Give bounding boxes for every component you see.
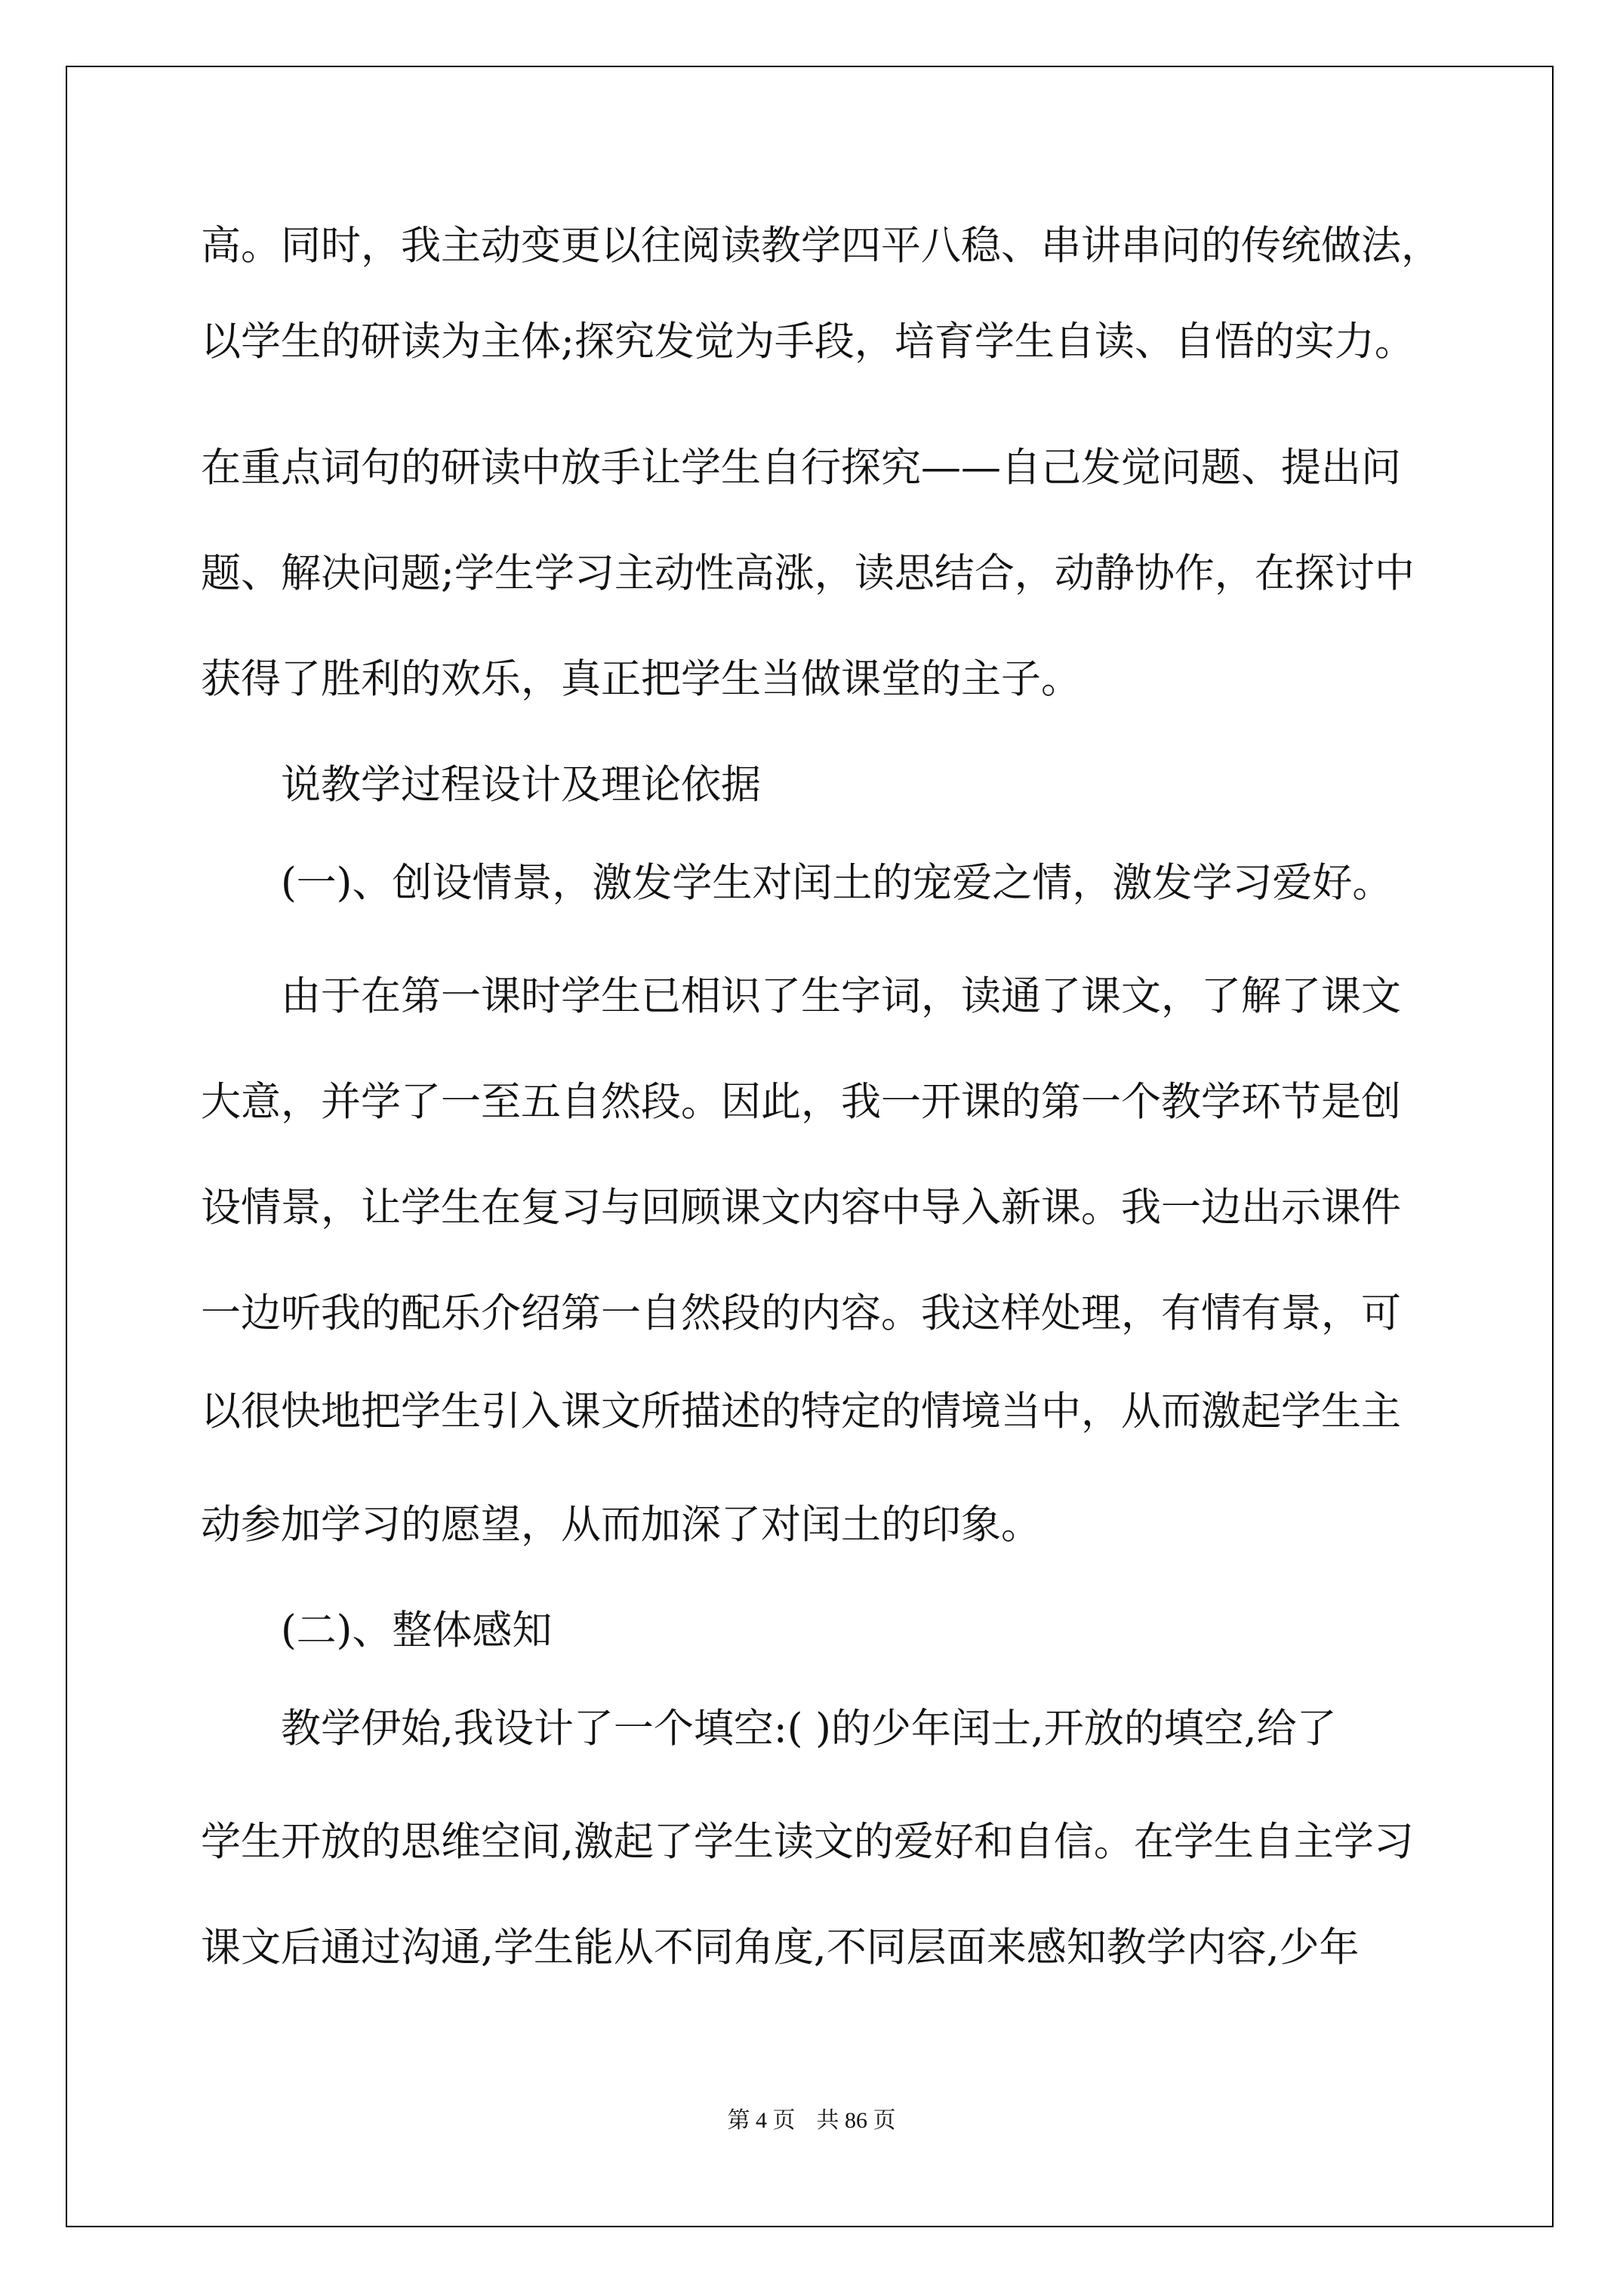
subsection-heading: (二)、整体感知 (281, 1607, 553, 1653)
body-line: 大意，并学了一至五自然段。因此，我一开课的第一个教学环节是创 (201, 1079, 1401, 1125)
body-line: 以学生的研读为主体;探究发觉为手段，培育学生自读、自悟的实力。 (201, 319, 1415, 365)
body-line: 学生开放的思维空间,激起了学生读文的爱好和自信。在学生自主学习 (201, 1819, 1414, 1865)
body-line: 获得了胜利的欢乐，真正把学生当做课堂的主子。 (201, 656, 1081, 702)
page-total: 共 86 页 (816, 2108, 896, 2133)
body-line: 高。同时，我主动变更以往阅读教学四平八稳、串讲串问的传统做法， (201, 223, 1441, 269)
body-line: 一边听我的配乐介绍第一自然段的内容。我这样处理，有情有景，可 (201, 1290, 1401, 1336)
body-line: 题、解决问题;学生学习主动性高涨，读思结合，动静协作，在探讨中 (201, 550, 1415, 596)
subsection-heading: (一)、创设情景，激发学生对闰土的宠爱之情，激发学习爱好。 (281, 860, 1393, 906)
body-line: 设情景，让学生在复习与回顾课文内容中导入新课。我一边出示课件 (201, 1185, 1401, 1231)
body-line: 在重点词句的研读中放手让学生自行探究——自己发觉问题、提出问 (201, 445, 1401, 491)
body-line: 由于在第一课时学生已相识了生字词，读通了课文，了解了课文 (281, 973, 1401, 1019)
page-number: 第 4 页 (727, 2108, 796, 2133)
body-line: 课文后通过沟通,学生能从不同角度,不同层面来感知教学内容,少年 (201, 1925, 1360, 1971)
page-border (66, 66, 1554, 2227)
body-line: 以很快地把学生引入课文所描述的特定的情境当中，从而激起学生主 (201, 1388, 1401, 1435)
body-line: 教学伊始,我设计了一个填空:( )的少年闰士,开放的填空,给了 (281, 1706, 1337, 1752)
page-footer (0, 2108, 1623, 2134)
section-heading: 说教学过程设计及理论依据 (281, 762, 761, 808)
body-line: 动参加学习的愿望，从而加深了对闰土的印象。 (201, 1502, 1041, 1548)
